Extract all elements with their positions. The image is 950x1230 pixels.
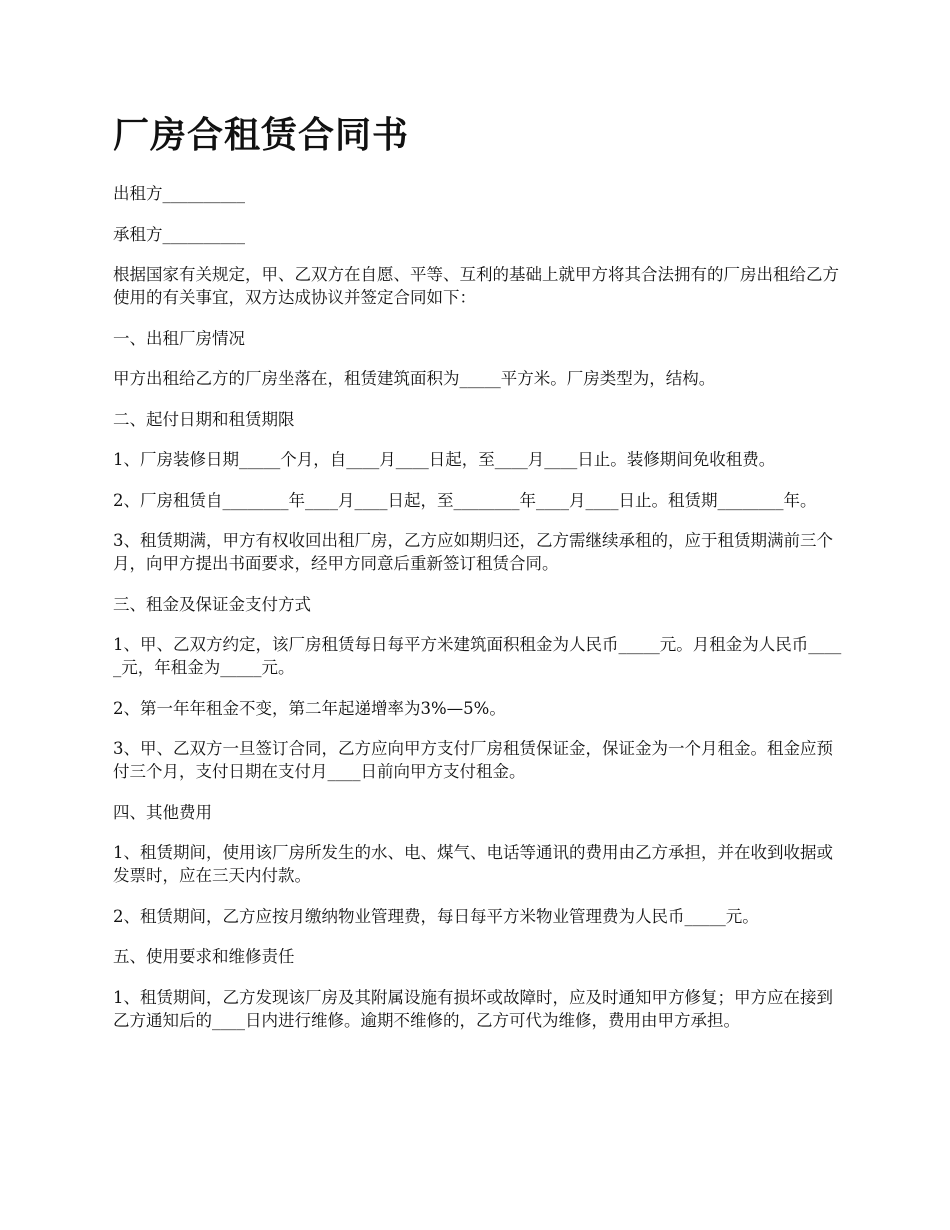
section-heading-3: 三、租金及保证金支付方式 — [113, 594, 311, 614]
clause-5-1: 1、租赁期间，乙方发现该厂房及其附属设施有损坏或故障时，应及时通知甲方修复；甲方应在接到乙方通知后的____日内进行维修。逾期不维修的，乙方可代为维修，费用由甲方承担。 — [113, 987, 833, 1030]
clause-3-3: 3、甲、乙双方一旦签订合同，乙方应向甲方支付厂房租赁保证金，保证金为一个月租金。租金应预付三个月，支付日期在支付月____日前向甲方支付租金。 — [113, 739, 833, 781]
clause-4-1: 1、租赁期间，使用该厂房所发生的水、电、煤气、电话等通讯的费用由乙方承担，并在收到收据或发票时，应在三天内付款。 — [113, 843, 833, 885]
section-heading-1: 一、出租厂房情况 — [113, 328, 245, 348]
clause-4-2: 2、租赁期间，乙方应按月缴纳物业管理费，每日每平方米物业管理费为人民币_____元。 — [113, 906, 759, 926]
lessee-line: 承租方__________ — [113, 224, 245, 244]
section-heading-4: 四、其他费用 — [113, 802, 212, 822]
document-title: 厂房合租赁合同书 — [113, 115, 410, 156]
section-heading-2: 二、起付日期和租赁期限 — [113, 409, 295, 429]
clause-2-1: 1、厂房装修日期_____个月，自____月____日起，至____月____日止。装修期间免收租费。 — [113, 450, 776, 469]
document-page — [113, 112, 848, 1049]
clause-3-1: 1、甲、乙双方约定，该厂房租赁每日每平方米建筑面积租金为人民币_____元。月租金为人民币_____元，年租金为_____元。 — [113, 635, 842, 677]
lessor-line: 出租方__________ — [113, 184, 245, 203]
clause-2-3: 3、租赁期满，甲方有权收回出租厂房，乙方应如期归还，乙方需继续承租的，应于租赁期满前三个月，向甲方提出书面要求，经甲方同意后重新签订租赁合同。 — [113, 531, 833, 573]
section-1-paragraph: 甲方出租给乙方的厂房坐落在，租赁建筑面积为_____平方米。厂房类型为，结构。 — [113, 369, 716, 388]
clause-3-2: 2、第一年年租金不变，第二年起递增率为3%—5%。 — [113, 698, 506, 718]
preamble-paragraph: 根据国家有关规定，甲、乙双方在自愿、平等、互利的基础上就甲方将其合法拥有的厂房出租给乙方使用的有关事宜，双方达成协议并签定合同如下： — [113, 265, 839, 307]
clause-2-2: 2、厂房租赁自________年____月____日起，至________年____月____日止。租赁期________年。 — [113, 490, 817, 510]
section-heading-5: 五、使用要求和维修责任 — [113, 947, 295, 966]
